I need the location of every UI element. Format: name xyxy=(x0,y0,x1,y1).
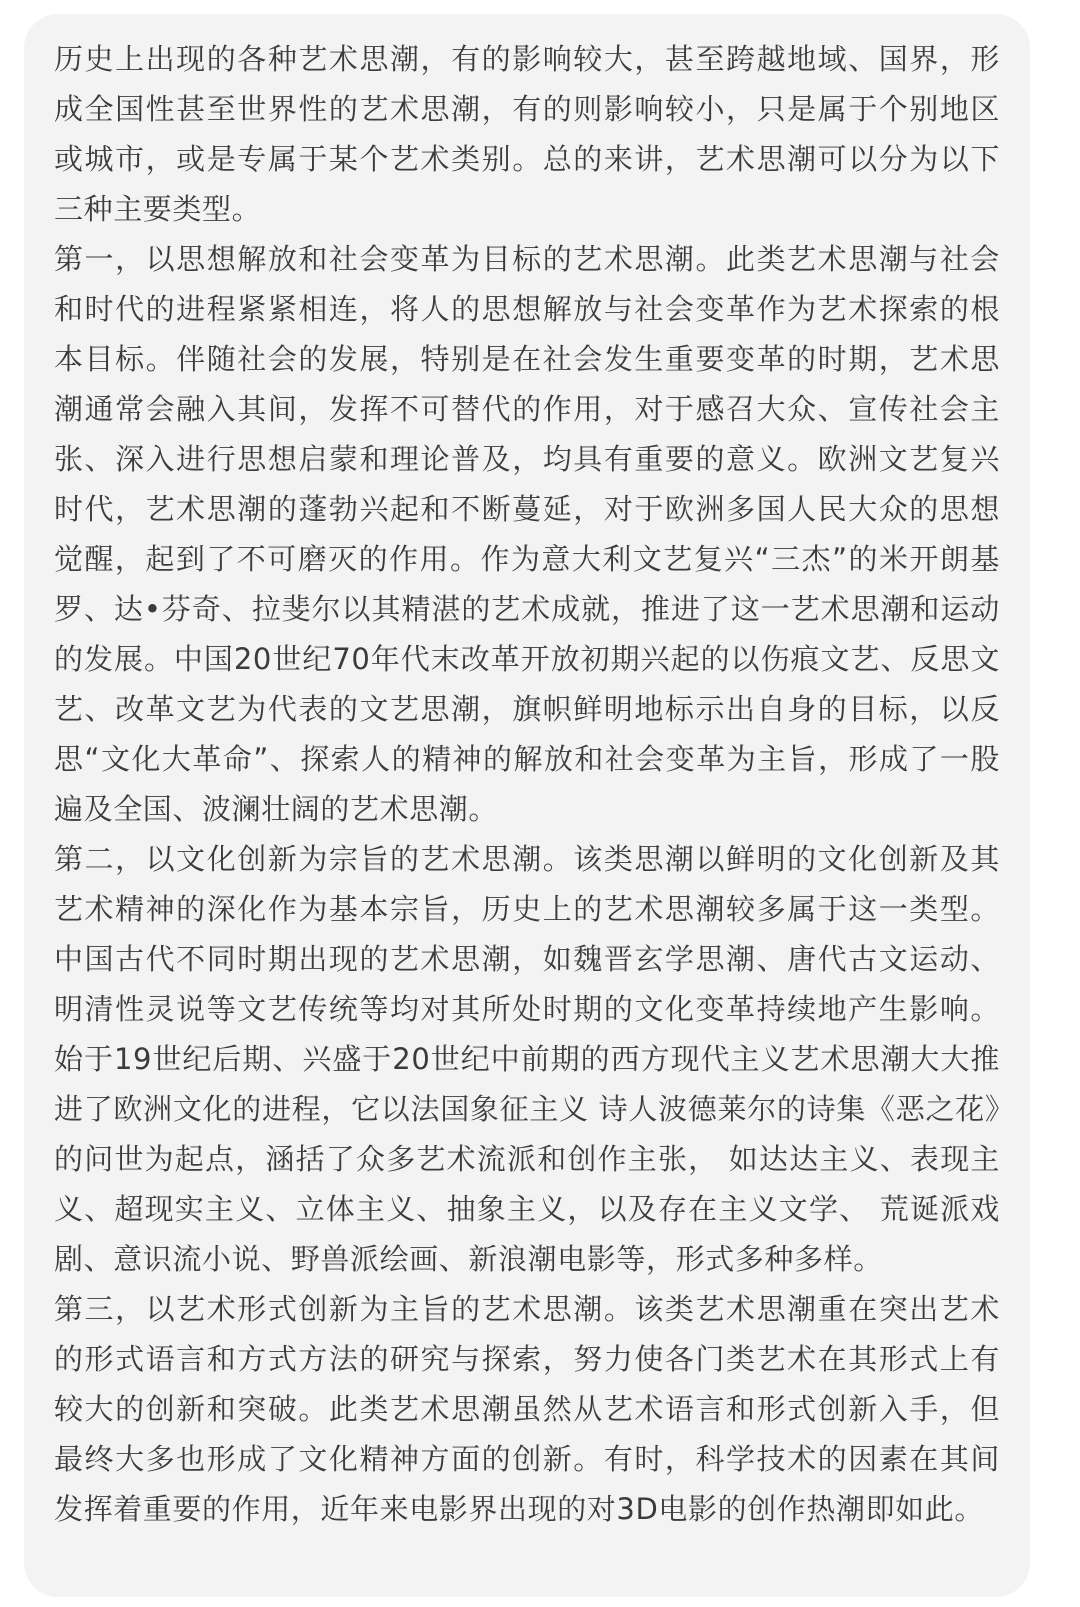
type-one-paragraph: 第一，以思想解放和社会变革为目标的艺术思潮。此类艺术思潮与社会和时代的进程紧紧相连，将人的思想解放与社会变革作为艺术探索的根本目标。伴随社会的发展，特别是在社会发生重要变革的时期，艺术思潮通常会融入其间，发挥不可替代的作用，对于感召大众、宣传社会主张、深入进行思想启蒙和理论普及，均具有重要的意义。欧洲文艺复兴时代，艺术思潮的蓬勃兴起和不断蔓延，对于欧洲多国人民大众的思想觉醒，起到了不可磨灭的作用。作为意大利文艺复兴“三杰”的米开朗基罗、达•芬奇、拉斐尔以其精湛的艺术成就，推进了这一艺术思潮和运动的发展。中国20世纪70年代末改革开放初期兴起的以伤痕文艺、反思文艺、改革文艺为代表的文艺思潮，旗帜鲜明地标示出自身的目标，以反思“文化大革命”、探索人的精神的解放和社会变革为主旨，形成了一股遍及全国、波澜壮阔的艺术思潮。 xyxy=(54,242,1000,826)
type-two-paragraph: 第二，以文化创新为宗旨的艺术思潮。该类思潮以鲜明的文化创新及其艺术精神的深化作为基本宗旨，历史上的艺术思潮较多属于这一类型。中国古代不同时期出现的艺术思潮，如魏晋玄学思潮、唐代古文运动、明清性灵说等文艺传统等均对其所处时期的文化变革持续地产生影响。始于19世纪后期、兴盛于20世纪中前期的西方现代主义艺术思潮大大推进了欧洲文化的进程，它以法国象征主义 诗人波德莱尔的诗集《恶之花》的问世为起点，涵括了众多艺术流派和创作主张， 如达达主义、表现主义、超现实主义、立体主义、抽象主义，以及存在主义文学、 荒诞派戏剧、意识流小说、野兽派绘画、新浪潮电影等，形式多种多样。 xyxy=(54,842,1000,1276)
type-three-paragraph: 第三，以艺术形式创新为主旨的艺术思潮。该类艺术思潮重在突出艺术的形式语言和方式方法的研究与探索，努力使各门类艺术在其形式上有较大的创新和突破。此类艺术思潮虽然从艺术语言和形式创新入手，但最终大多也形成了文化精神方面的创新。有时，科学技术的因素在其间发挥着重要的作用，近年来电影界出现的对3D电影的创作热潮即如此。 xyxy=(54,1292,1000,1526)
intro-paragraph: 历史上出现的各种艺术思潮，有的影响较大，甚至跨越地域、国界，形成全国性甚至世界性的艺术思潮，有的则影响较小，只是属于个别地区或城市，或是专属于某个艺术类别。总的来讲，艺术思潮可以分为以下三种主要类型。 xyxy=(54,42,1000,226)
article-card xyxy=(24,14,1030,1597)
